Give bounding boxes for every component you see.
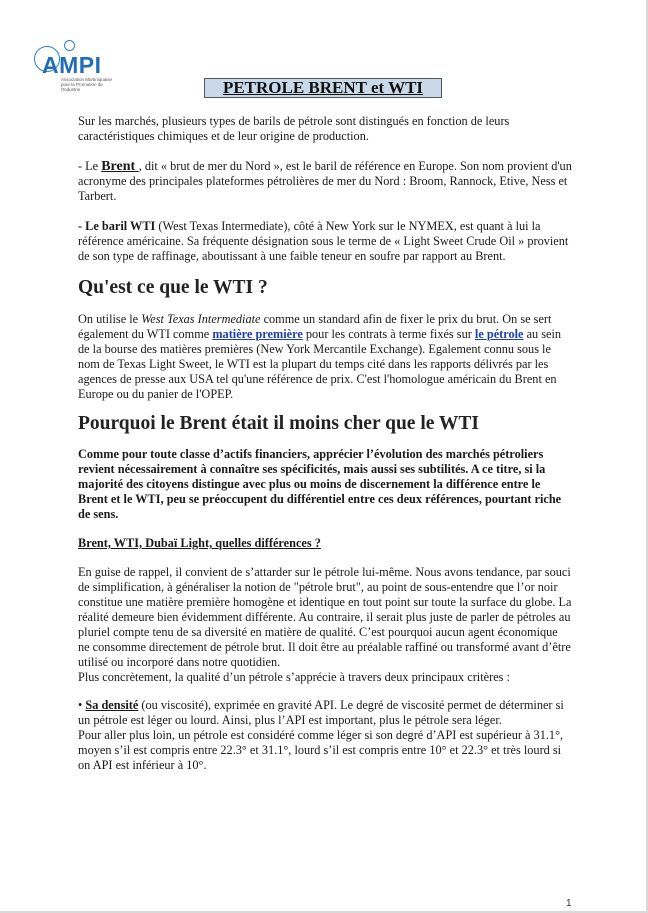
wti-paragraph: [78, 219, 572, 264]
page-number: 1: [566, 898, 572, 909]
wti-def-text-1: On utilise le: [78, 312, 142, 326]
wti-text: (West Texas Intermediate), côté à New York sur le NYMEX, est quant à lui la référence américaine. Sa fréquente désignation sous le terme de « Light Sweet Crude Oil » provient de son type de raffinage, aboutissant à une faible teneur en soufre par rapport au Brent.: [78, 219, 569, 263]
bullet-icon: •: [78, 698, 86, 712]
densite-label: Sa densité: [85, 698, 139, 712]
densite-paragraph: [78, 698, 572, 728]
wti-def-text-2: comme un standard afin de fixer le prix du brut. On se sert également du WTI comme: [78, 312, 552, 341]
brent-paragraph: [78, 159, 572, 204]
rappel-paragraph: En guise de rappel, il convient de s’attarder sur le pétrole lui-même. Nous avons tendance, par souci de simplification, à généraliser la notion de "pétrole brut", au point de sous-entendre que l’or noir constitue une matière première homogène et identique en tout point sur toute la surface du globe. La réalité demeure bien évidemment différente. Au contraire, il serait plus juste de parler de pétroles au pluriel compte tenu de sa diversité en matière de qualité. C’est pourquoi aucun agent économique ne consomme directement de pétrole brut. Il doit être au préalable raffiné ou transformé avant d’être utilisé ou incorporé dans notre quotidien.: [78, 565, 572, 669]
link-le-petrole[interactable]: le pétrole: [474, 327, 524, 341]
brent-prefix: - Le: [78, 159, 102, 173]
wti-prefix: - Le baril WTI: [78, 219, 156, 233]
link-matiere-premiere[interactable]: matière première: [212, 327, 303, 341]
subheading-differences: Brent, WTI, Dubaï Light, quelles différences ?: [78, 536, 321, 550]
wti-def-text-4: au sein de la bourse des matières premières (New York Mercantile Exchange). Egalement connu sous le nom de Texas Light Sweet, le WTI est la plupart du temps cité dans les rapports délivrés par les agences de presse aux USA tel qu'une référence de prix. C'est l'homologue américain du Brent en Europe ou du panier de l'OPEP.: [78, 327, 562, 401]
wti-definition-paragraph: [78, 312, 572, 402]
densite-text: (ou viscosité), exprimée en gravité API. Le degré de viscosité permet de déterminer si un pétrole est léger ou lourd. Ainsi, plus l’API est important, plus le pétrole sera léger.: [78, 698, 564, 727]
wti-def-italic: West Texas Intermediate: [141, 312, 261, 326]
logo-name: AMPI: [42, 52, 102, 78]
criteres-paragraph: Plus concrètement, la qualité d’un pétrole s’apprécie à travers deux principaux critères :: [78, 670, 510, 684]
document-body: [78, 114, 572, 773]
logo-subtitle: Association Martiniquaise pour la Promotion de l'Industrie: [61, 77, 113, 92]
logo-dot-icon: [64, 40, 75, 51]
brent-text: , dit « brut de mer du Nord », est le baril de référence en Europe. Son nom provient d'un acronyme des principales plateformes pétrolières de mer du Nord : Broom, Rannock, Etive, Ness et Tarbert.: [78, 159, 572, 203]
document-title: PETROLE BRENT et WTI: [204, 78, 442, 98]
api-paragraph: Pour aller plus loin, un pétrole est considéré comme léger si son degré d’API est supérieur à 31.1°, moyen s’il est compris entre 22.3° et 31.1°, lourd s’il est compris entre 10° et 22.3° et très lourd si on API est inférieur à 10°.: [78, 728, 564, 772]
section-heading-brent: Pourquoi le Brent était il moins cher que le WTI: [78, 413, 480, 434]
ampi-logo: [32, 38, 112, 92]
intro-paragraph: Sur les marchés, plusieurs types de barils de pétrole sont distingués en fonction de leurs caractéristiques chimiques et de leur origine de production.: [78, 114, 510, 143]
brent-word: Brent: [101, 159, 139, 174]
wti-def-text-3: pour les contrats à terme fixés sur: [302, 327, 475, 341]
lead-paragraph: Comme pour toute classe d’actifs financiers, apprécier l’évolution des marchés pétroliers revient nécessairement à connaître ses spécificités, mais aussi ses subtilités. A ce titre, si la majorité des citoyens distingue avec plus ou moins de discernement la différence entre le Brent et le WTI, peu se préoccupent du différentiel entre ces deux références, pourtant riche de sens.: [78, 447, 562, 521]
section-heading-wti: Qu'est ce que le WTI ?: [78, 277, 268, 298]
